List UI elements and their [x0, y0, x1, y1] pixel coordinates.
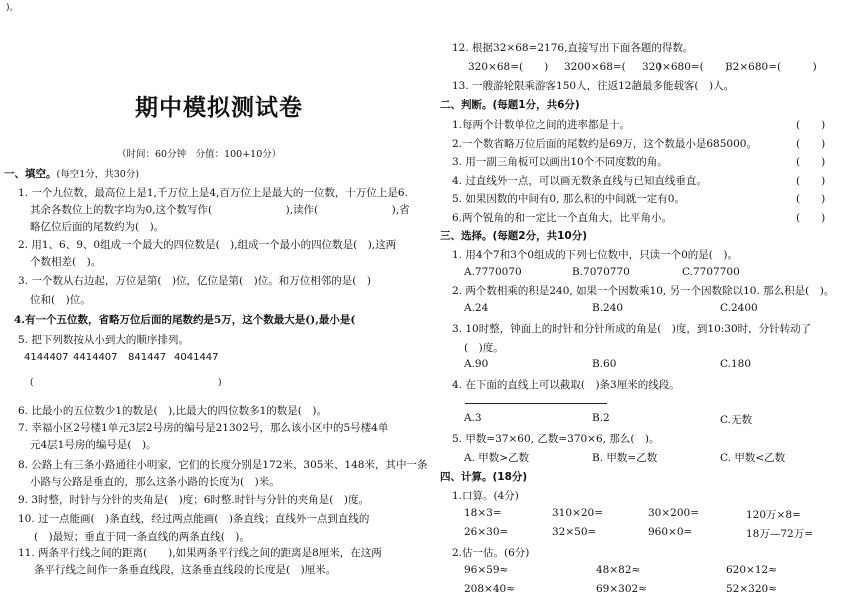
number-item: 4041447 [174, 352, 219, 363]
choice-option: C.7707700 [682, 266, 740, 278]
answer-bracket: ( ) [796, 174, 826, 187]
exam-info: （时间：60分钟 分值：100+10分） [117, 149, 282, 160]
line-segment-figure [465, 403, 607, 404]
question-1-9: 9. 3时整，时针与分针的夹角是( )度；6时整.时针与分针的夹角是( )度。 [18, 494, 369, 506]
section-4-heading: 四、计算。(18分) [440, 471, 528, 483]
judgement-item: 6.两个锐角的和一定比一个直角大，比平角小。 [452, 211, 673, 224]
answer-bracket: ( ) [796, 119, 826, 131]
calc-item: 26×30= [464, 526, 509, 538]
judgement-item: 3. 用一副三角板可以画出10个不同度数的角。 [452, 156, 668, 168]
choice-option: A.90 [464, 358, 489, 370]
question-1-5: 5. 把下列数按从小到大的顺序排列。 [18, 334, 189, 346]
question-1-6: 6. 比最小的五位数少1的数是( ),比最大的四位数多1的数是( )。 [18, 405, 327, 417]
choice-question-4: 4. 在下面的直线上可以截取( )条3厘米的线段。 [452, 379, 680, 391]
estimate-item: 52×320≈ [726, 583, 777, 595]
calc-item: 30×200= [648, 507, 699, 519]
section-2-heading: 二、判断。(每题1分，共6分) [440, 99, 580, 111]
question-1-3: 3. 一个数从右边起，万位是第( )位，亿位是第( )位。和万位相邻的是( ) 位和( )位。 [18, 275, 371, 306]
estimate-item: 69×302≈ [596, 583, 647, 595]
judgement-item: 1.每两个计数单位之间的进率都是十。 [452, 119, 631, 131]
choice-question-3: 3. 10时整，钟面上的时针和分针所成的角是( )度，到10:30时，分针转动了 ( )度。 [452, 323, 812, 354]
choice-question-1: 1. 用4个7和3个0组成的下列七位数中，只读一个0的是( )。 [452, 249, 738, 261]
question-1-1: 1. 一个九位数，最高位上是1,千万位上是4,百万位上是最大的一位数，十万位上是6. 其余各数位上的数字均为0,这个数写作( ),读作( ),省 略亿位后面的尾数约为( )。 [18, 187, 410, 233]
question-1-13: 13. 一艘游轮限乘游客150人，往返12趟最多能载客( )人。 [452, 80, 735, 92]
calc-item: 32×680=( ) [726, 61, 817, 73]
calc-item: 320×68=( ) [468, 61, 549, 73]
question-1-2: 2. 用1、6、9、0组成一个最大的四位数是( ),组成一个最小的四位数是( ),这两 个数相差( )。 [18, 239, 397, 268]
calc-item: 32×50= [552, 526, 597, 538]
answer-bracket: ( ) [796, 156, 826, 168]
number-item: 4144407 [24, 352, 69, 363]
oral-calc-heading: 1.口算。(4分) [452, 490, 519, 502]
section-3-heading: 三、选择。(每题2分，共10分) [440, 230, 588, 242]
calc-item: 18万—72万= [746, 528, 814, 540]
estimate-heading: 2.估一估。(6分) [452, 547, 530, 559]
choice-question-5: 5. 甲数=37×60, 乙数=370×6, 那么( )。 [452, 433, 660, 445]
calc-item: 320×680=( ) [642, 61, 729, 73]
choice-option: B. 甲数=乙数 [592, 452, 658, 464]
choice-option: A. 甲数>乙数 [464, 452, 530, 464]
judgement-item: 2.一个数省略万位后面的尾数约是69万，这个数最小是685000。 [452, 137, 757, 150]
choice-option: A.24 [464, 302, 489, 314]
judgement-item: 5. 如果因数的中间有0, 那么积的中间就一定有0。 [452, 193, 685, 205]
judgement-list [452, 116, 757, 227]
answer-blank-open: ( [30, 378, 34, 388]
estimate-item: 48×82≈ [596, 564, 641, 576]
calc-item: 18×3= [464, 507, 502, 519]
calc-item: 310×20= [552, 507, 603, 519]
answer-blank-close: ) [218, 378, 222, 388]
choice-option: B.2 [592, 412, 610, 424]
answer-bracket: ( ) [796, 193, 826, 205]
judgement-brackets [796, 116, 825, 227]
estimate-item: 208×40≈ [464, 583, 515, 595]
question-1-10: 10. 过一点能画( )条直线，经过两点能画( )条直线；直线外一点到直线的 ( )最短；垂直于同一条直线的两条直线( )。 [18, 513, 370, 543]
answer-bracket: ( ) [796, 137, 826, 150]
question-1-12: 12. 根据32×68=2176,直接写出下面各题的得数。 [452, 42, 694, 54]
calc-item: 3200×68=( ) [564, 61, 662, 73]
estimate-item: 620×12≈ [726, 564, 777, 576]
choice-option: C.2400 [720, 302, 758, 314]
answer-bracket: ( ) [796, 211, 826, 224]
question-1-4: 4.有一个五位数，省略万位后面的尾数约是5万，这个数最大是(),最小是( [14, 314, 356, 326]
choice-option: C.无数 [720, 414, 752, 426]
calc-item: 960×0= [648, 526, 693, 538]
choice-option: B.60 [592, 358, 617, 370]
question-1-11: 11. 两条平行线之间的距离( ),如果两条平行线之间的距离是8厘米，在这两 条平行线之间作一条垂直线段，这条垂直线段的长度是( )厘米。 [18, 547, 382, 576]
choice-option: A.3 [464, 412, 482, 424]
choice-option: B.240 [592, 302, 624, 314]
number-item: 841447 [128, 352, 167, 363]
choice-option: B.7070770 [572, 266, 630, 278]
top-mark: )。 [6, 3, 19, 13]
section-1-heading: 一、填空。(每空1分，共30分) [4, 168, 140, 180]
calc-item: 120万×8= [746, 509, 801, 521]
choice-question-2: 2. 两个数相乘的积是240, 如果一个因数乘10, 另一个因数除以10. 那么积是( )。 [452, 285, 835, 297]
page-title: 期中模拟测试卷 [135, 95, 303, 121]
judgement-item: 4. 过直线外一点，可以画无数条直线与已知直线垂直。 [452, 174, 707, 187]
question-1-8: 8. 公路上有三条小路通往小明家，它们的长度分别是172米、305米、148米，其中一条 小路与公路是垂直的，那么这条小路的长度为( )米。 [18, 459, 428, 488]
estimate-item: 96×59≈ [464, 564, 509, 576]
number-item: 4414407 [73, 352, 118, 363]
choice-option: C.180 [720, 358, 752, 370]
choice-option: A.7770070 [464, 266, 522, 278]
question-1-7: 7. 幸福小区2号楼1单元3层2号房的编号是21302号，那么该小区中的5号楼4单 元4层1号房的编号是( )。 [18, 422, 389, 451]
choice-option: C. 甲数<乙数 [720, 452, 786, 464]
